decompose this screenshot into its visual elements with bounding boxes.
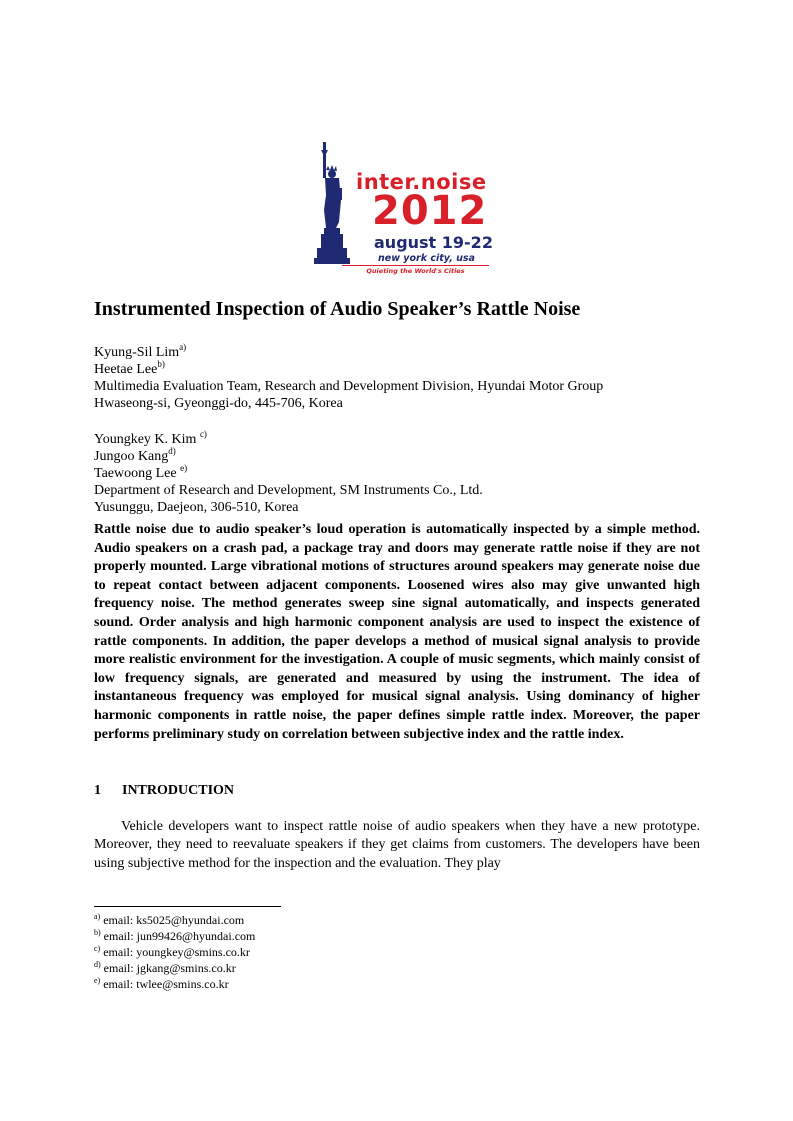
footnote-text: email: twlee@smins.co.kr [100,977,229,991]
author-5 [94,465,187,482]
footnote-mark: e) [94,976,101,985]
conference-logo [312,140,492,278]
affiliation-2: Department of Research and Development, SM Instruments Co., Ltd. [94,483,483,498]
footnote [94,961,236,975]
section-heading [94,783,234,799]
author-1 [94,344,186,361]
author-name: Kyung-Sil Lim [94,345,180,360]
footnote [94,977,229,991]
footnote [94,945,250,959]
paper-title: Instrumented Inspection of Audio Speaker’s Rattle Noise [94,298,581,320]
author-mark: b) [157,359,165,369]
author-name: Youngkey K. Kim [94,432,200,447]
author-name: Heetae Lee [94,362,158,377]
footnote [94,929,255,943]
author-4 [94,448,176,465]
footnote-text: email: jgkang@smins.co.kr [100,961,236,975]
logo-year: 2012 [372,188,488,234]
abstract: Rattle noise due to audio speaker’s loud operation is automatically inspected by a simple method. Audio speakers on a crash pad, a package tray and doors may generate rattle noise if they are not properly mounted. Large vibrational motions of structures around speakers may generate noise due to repeat contact between adjacent components. Loosened wires also may give unwanted high frequency noise. The method generates sweep sine signal automatically, and inspects generated sound. Order analysis and high harmonic component analysis are used to inspect the existence of rattle components. In addition, the paper develops a method of musical signal analysis to provide more realistic environment for the investigation. A couple of music segments, which mainly consist of low frequency signals, are generated and measured by using the instrument. The idea of instantaneous frequency was employed for musical signal analysis. Using dominancy of higher harmonic components in rattle noise, the paper defines simple rattle index. Moreover, the paper performs preliminary study on correlation between subjective index and the rattle index. [94,522,700,742]
footnote-rule [94,906,281,907]
intro-paragraph: Vehicle developers want to inspect rattle noise of audio speakers when they have a new prototype. Moreover, they need to reevaluate speakers if they get claims from customers. The developers have been using subjective method for the inspection and the evaluation. They play [94,819,700,871]
logo-city: new york city, usa [378,253,475,264]
author-name: Jungoo Kang [94,449,169,464]
section-number: 1 [94,783,101,798]
author-mark: c) [199,429,207,439]
footnote-mark: a) [94,912,101,921]
statue-of-liberty-icon [312,140,372,268]
footnote-text: email: jun99426@hyundai.com [100,929,256,943]
footnote-mark: d) [94,960,101,969]
footnote-text: email: youngkey@smins.co.kr [100,945,250,959]
footnote-mark: c) [94,944,101,953]
address-2: Yusunggu, Daejeon, 306-510, Korea [94,500,299,515]
footnote-text: email: ks5025@hyundai.com [100,913,245,927]
affiliation-1: Multimedia Evaluation Team, Research and Development Division, Hyundai Motor Group [94,379,604,394]
logo-tagline: Quieting the World's Cities [342,265,489,275]
author-mark: d) [168,446,176,456]
logo-title: inter.noise [356,170,487,194]
author-mark: e) [180,463,188,473]
footnote-mark: b) [94,928,101,937]
author-3 [94,431,207,448]
logo-date: august 19-22 [374,233,493,252]
section-title: INTRODUCTION [122,783,235,798]
author-mark: a) [179,342,187,352]
author-2 [94,361,165,378]
author-name: Taewoong Lee [94,466,181,481]
footnote [94,913,244,927]
address-1: Hwaseong-si, Gyeonggi-do, 445-706, Korea [94,396,343,411]
